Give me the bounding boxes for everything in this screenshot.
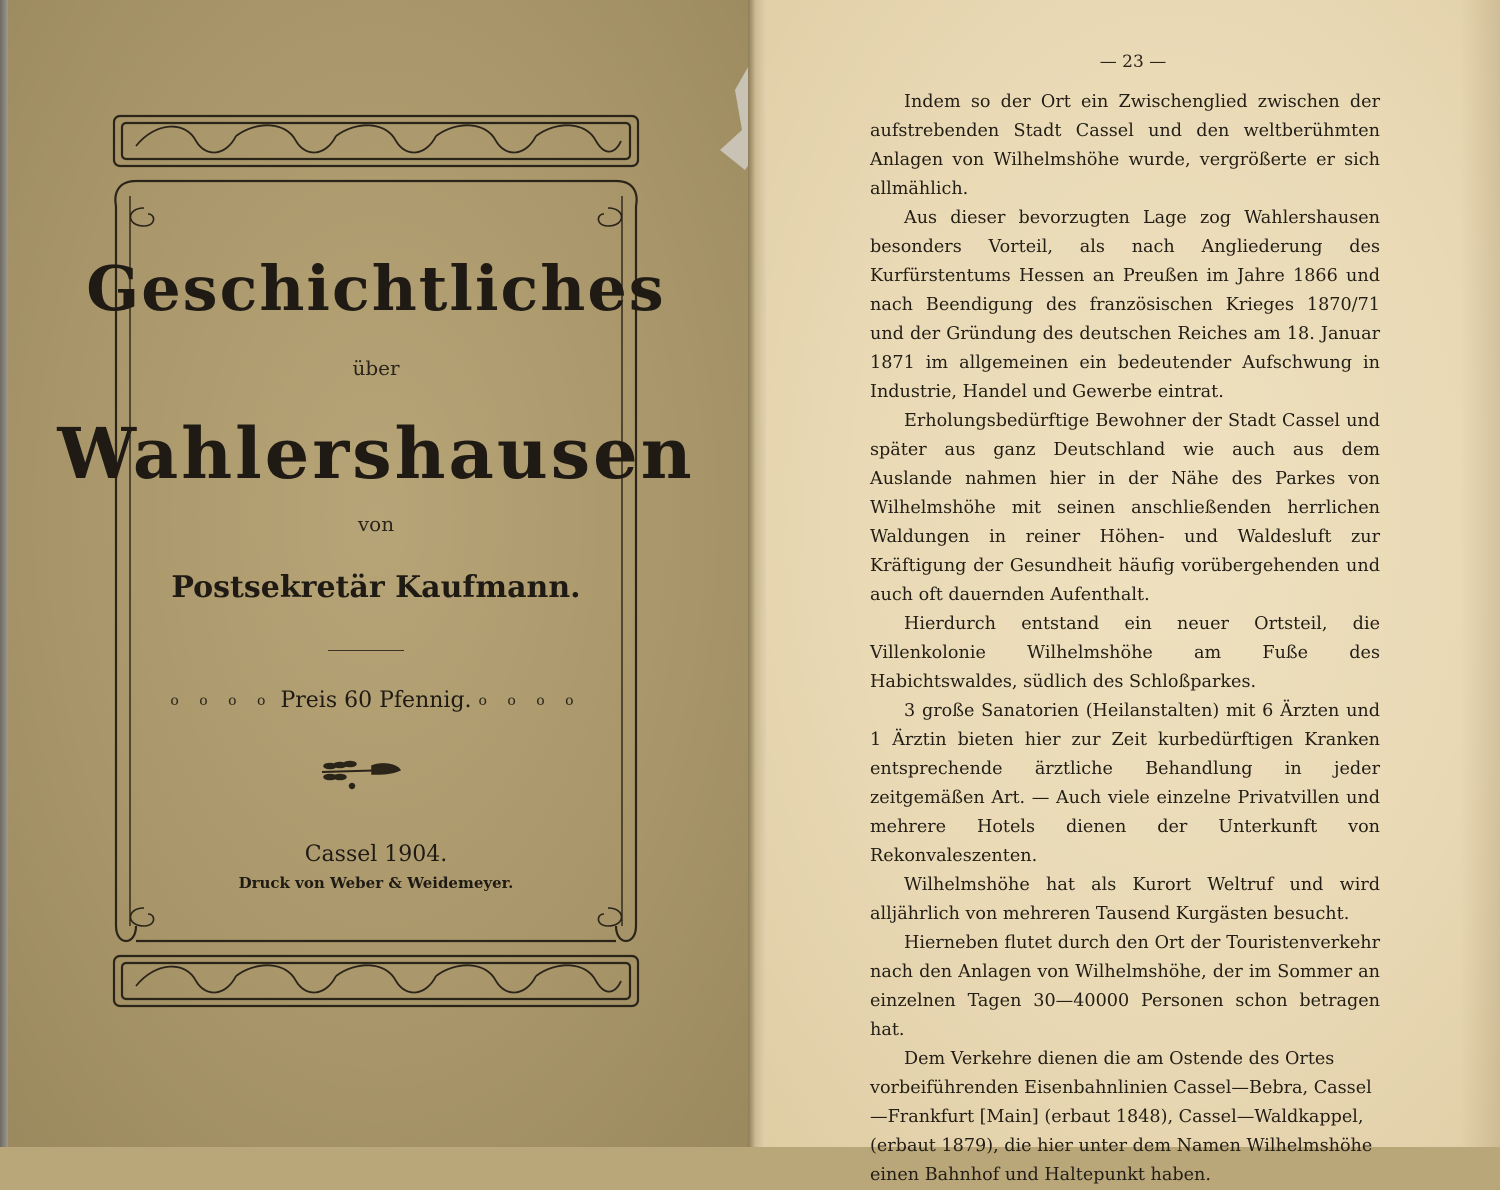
paragraph: Indem so der Ort ein Zwischenglied zwischen der aufstrebenden Stadt Cassel und den weltberühmten Anlagen von Wilhelmshöhe wurde, vergrößerte er sich allmählich. xyxy=(870,92,1380,199)
page-number: — 23 — xyxy=(1099,52,1167,72)
paragraph: Hierneben flutet durch den Ort der Touristenverkehr nach den Anlagen von Wilhelmshöhe, der im Sommer an einzelnen Tagen 30—40000 Personen schon betragen hat. xyxy=(870,933,1380,1040)
cover-title-ueber: über xyxy=(352,356,400,380)
cover-divider xyxy=(328,650,404,651)
cover-author: Postsekretär Kaufmann. xyxy=(171,570,581,605)
page-edge-shadow xyxy=(1460,0,1500,1147)
paragraph: Dem Verkehre dienen die am Ostende des Ortes vorbeiführenden Eisenbahnlinien Cassel—Bebra, Cassel—Frankfurt [Main] (erbaut 1848), Cassel—Waldkappel, (erbaut 1879), die hier unter dem Namen Wilhelmshöhe einen Bahnhof und Haltepunkt haben. xyxy=(870,1049,1373,1185)
laurel-pen-ornament-icon xyxy=(312,752,402,802)
art-nouveau-frame xyxy=(96,96,656,1036)
paragraph: Hierdurch entstand ein neuer Ortsteil, die Villenkolonie Wilhelmshöhe am Fuße des Habichtswaldes, südlich des Schloßparkes. xyxy=(870,614,1380,692)
price-dots-left: o o o o xyxy=(170,693,274,709)
text-page xyxy=(766,0,1500,1185)
cover-title-wahlershausen: Wahlershausen xyxy=(57,412,695,495)
price-dots-right: o o o o xyxy=(478,693,582,709)
cover-title-geschichtliches: Geschichtliches xyxy=(86,252,666,325)
cover-city-year: Cassel 1904. xyxy=(304,842,448,867)
paragraph: Wilhelmshöhe hat als Kurort Weltruf und wird alljährlich von mehreren Tausend Kurgästen besucht. xyxy=(870,875,1380,924)
cover-printer: Druck von Weber & Weidemeyer. xyxy=(238,874,514,892)
cover-title-von: von xyxy=(357,512,395,536)
booklet-cover xyxy=(0,0,752,1147)
paragraph: Aus dieser bevorzugten Lage zog Wahlershausen besonders Vorteil, als nach Angliederung des Kurfürstentums Hessen an Preußen im Jahre 1866 und nach Beendigung des französischen Krieges 1870/71 und der Gründung des deutschen Reiches am 18. Januar 1871 im allgemeinen ein bedeutender Aufschwung in Industrie, Handel und Gewerbe eintrat. xyxy=(870,208,1380,402)
cover-price-row xyxy=(0,688,752,713)
cover-price: Preis 60 Pfennig. xyxy=(280,688,472,713)
page-body xyxy=(870,88,1380,1190)
paragraph: Erholungsbedürftige Bewohner der Stadt Cassel und später aus ganz Deutschland wie auch aus dem Auslande nahmen hier in der Nähe des Parkes von Wilhelmshöhe mit seinen anschließenden herrlichen Waldungen in reiner Höhen- und Waldesluft zur Kräftigung der Gesundheit häufig vorübergehenden und auch oft dauernden Aufenthalt. xyxy=(870,411,1380,605)
paragraph: 3 große Sanatorien (Heilanstalten) mit 6 Ärzten und 1 Ärztin bieten hier zur Zeit kurbedürftigen Kranken entsprechende ärztliche Behandlung in jeder zeitgemäßen Art. — Auch viele einzelne Privatvillen und mehrere Hotels dienen der Unterkunft von Rekonvaleszenten. xyxy=(870,701,1380,866)
scan-edge xyxy=(0,0,8,1147)
